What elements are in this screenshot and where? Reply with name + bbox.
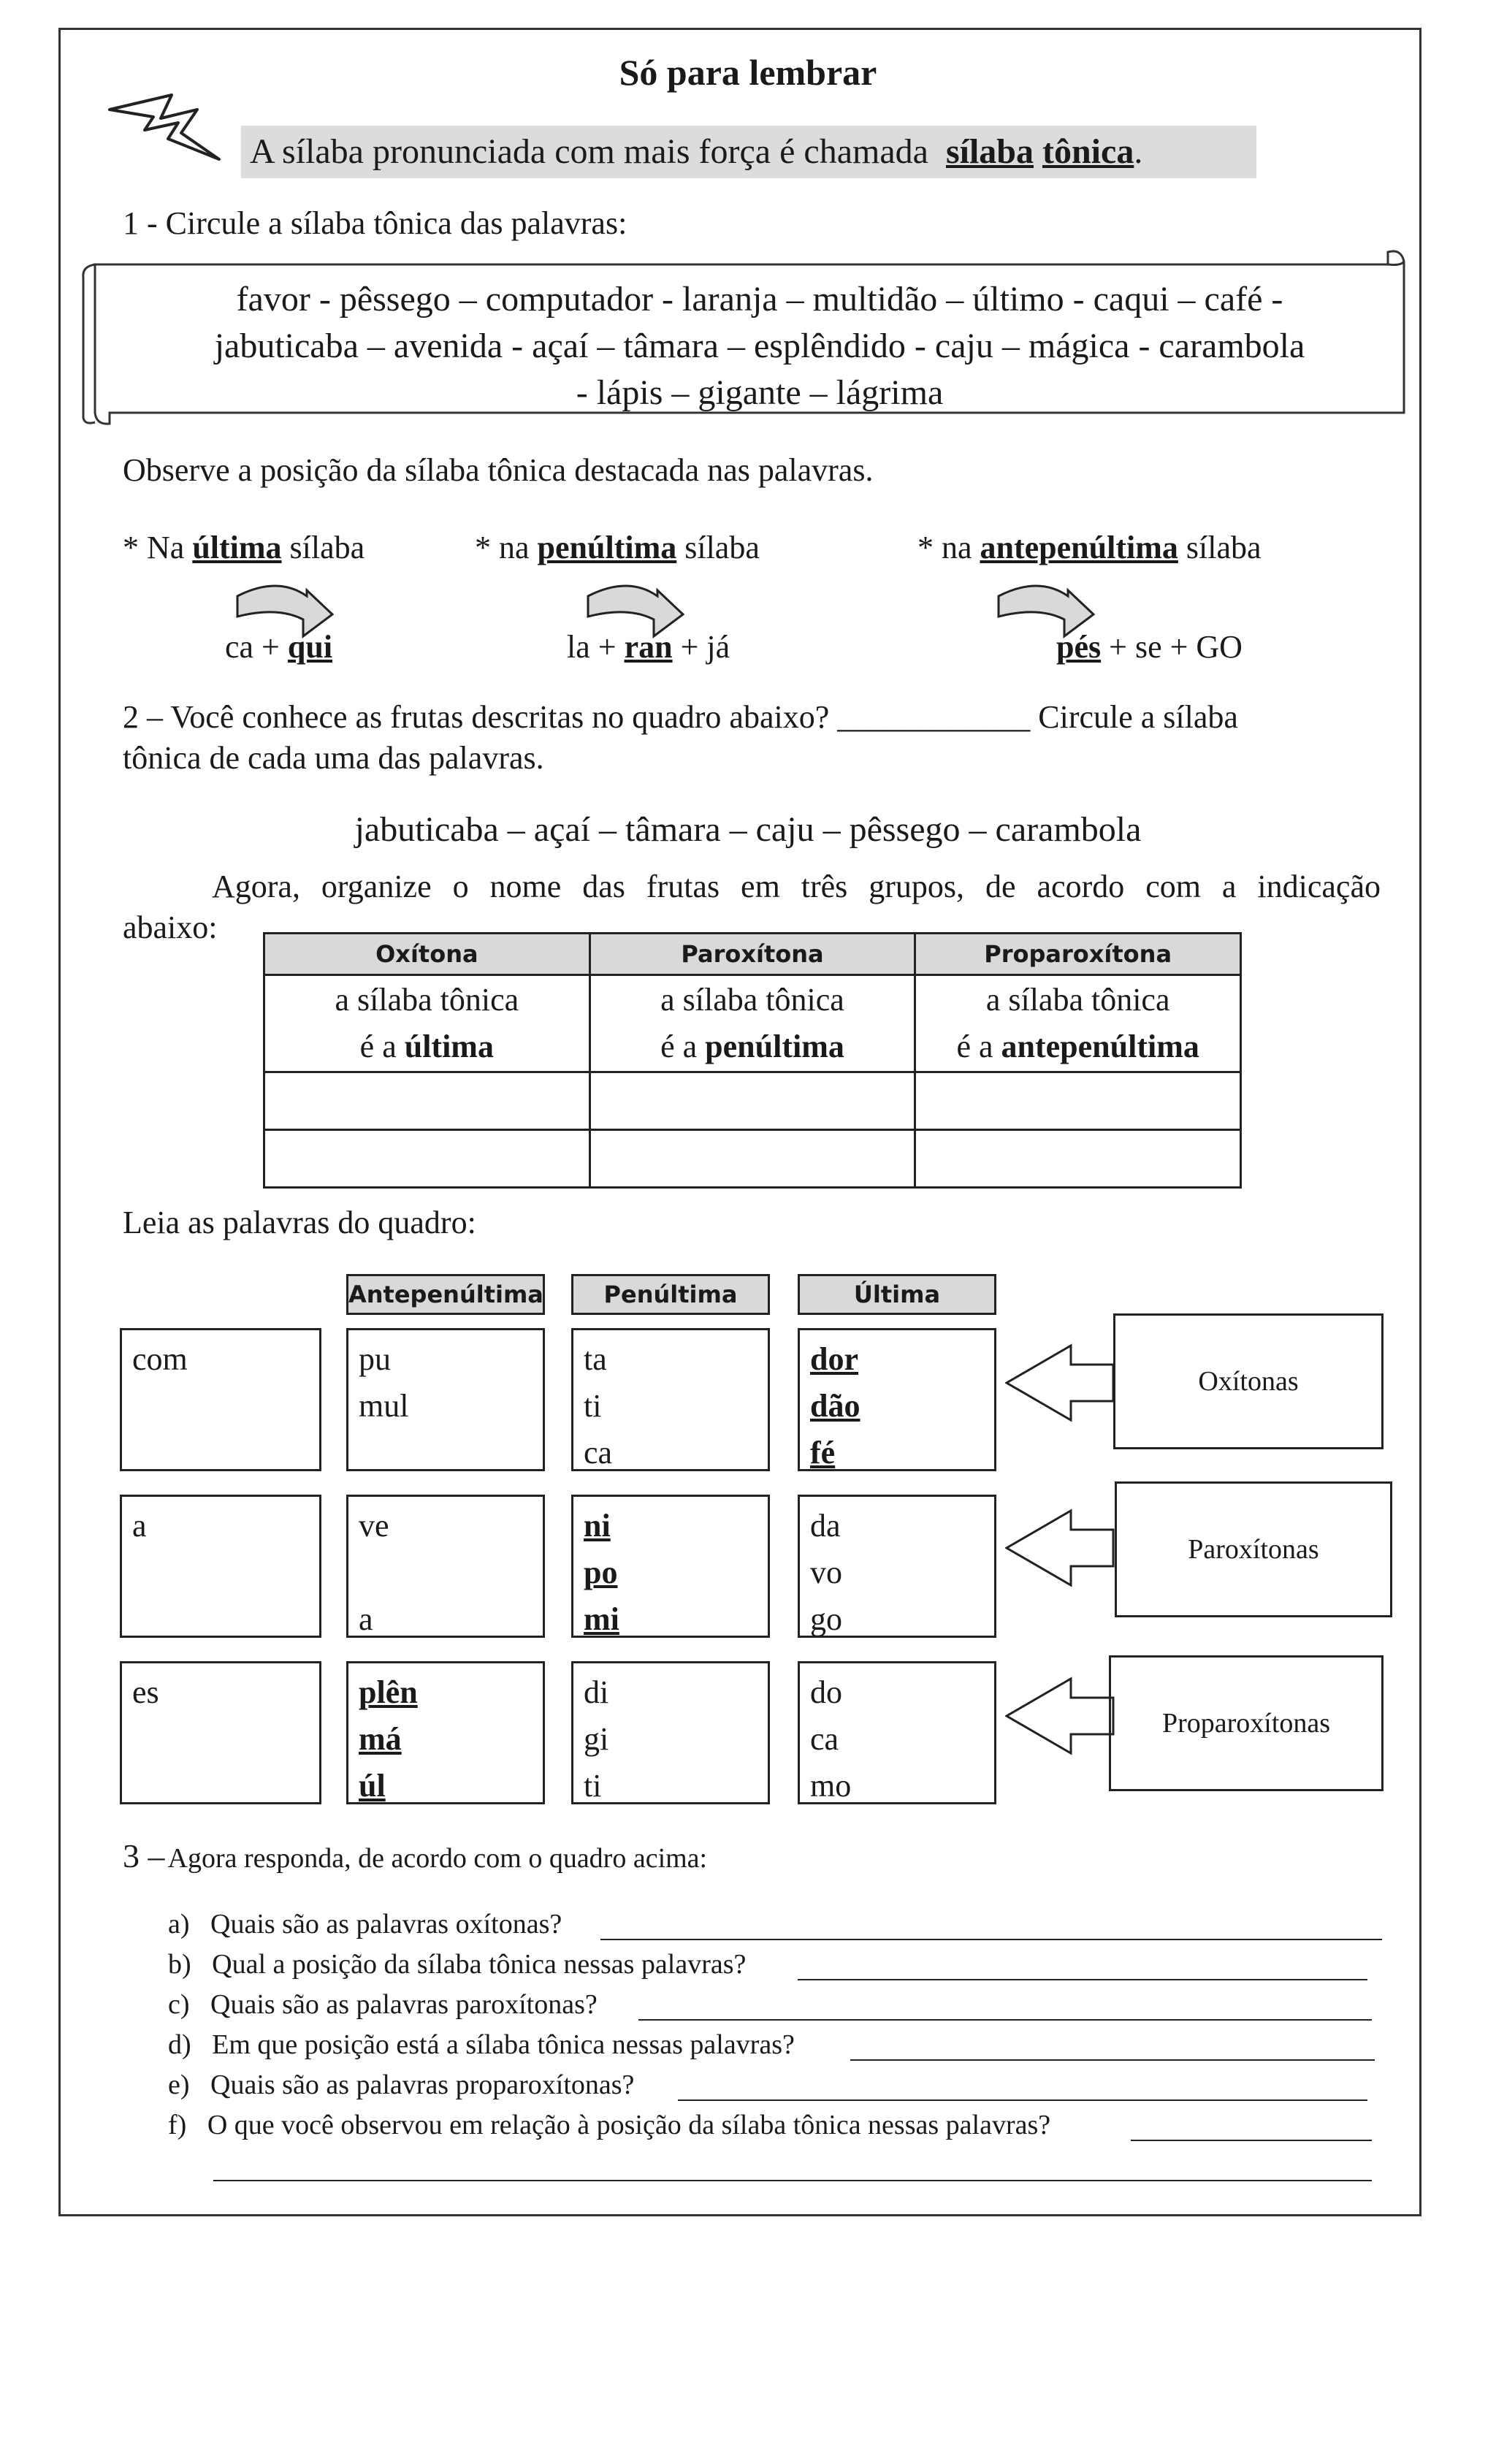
col2-pre: * na: [475, 530, 530, 565]
tonic-syllable: fé: [810, 1435, 836, 1471]
syllable: com: [132, 1341, 188, 1377]
syllable: a: [132, 1508, 147, 1544]
ex2-c: + já: [672, 629, 730, 665]
item-text: Em que posição está a sílaba tônica nessas palavras?: [212, 2029, 795, 2060]
fruit-list: jabuticaba – açaí – tâmara – caju – pêssego – carambola: [354, 810, 1142, 849]
col2-post: sílaba: [684, 530, 760, 565]
desc-oxitona: [264, 975, 590, 1072]
q1-line-2: jabuticaba – avenida - açaí – tâmara – esplêndido - caju – mágica - carambola: [214, 327, 1305, 365]
answer-cell[interactable]: [915, 1072, 1241, 1130]
syllable: di: [584, 1674, 609, 1710]
row3-ante: [346, 1661, 545, 1804]
reminder-end: .: [1134, 132, 1143, 171]
answer-line[interactable]: [1131, 2140, 1372, 2141]
row1-ult: [798, 1328, 996, 1471]
item-letter: a): [168, 1909, 190, 1939]
answer-line[interactable]: [798, 1979, 1367, 1980]
answer-cell[interactable]: [589, 1130, 915, 1188]
item-letter: f): [168, 2110, 187, 2140]
item-letter: d): [168, 2029, 191, 2060]
row2-ult: [798, 1495, 996, 1638]
q3-item-a: [168, 1908, 562, 1940]
desc-prefix: a sílaba tônica: [660, 982, 844, 1018]
classification-table: [263, 932, 1242, 1189]
item-text: O que você observou em relação à posição da sílaba tônica nessas palavras?: [207, 2110, 1051, 2140]
header-paroxitona: Paroxítona: [589, 934, 915, 975]
example-1: [225, 628, 332, 665]
syllable: mo: [810, 1768, 852, 1804]
syllable: [359, 1549, 533, 1596]
item-letter: c): [168, 1989, 190, 2020]
ex2-a: la +: [567, 629, 625, 665]
tonic-syllable: plên: [359, 1674, 418, 1710]
item-text: Quais são as palavras oxítonas?: [210, 1909, 562, 1939]
desc-position: antepenúltima: [1001, 1029, 1199, 1064]
answer-line[interactable]: [850, 2059, 1375, 2061]
header-oxitona: Oxítona: [264, 934, 590, 975]
item-text: Quais são as palavras paroxítonas?: [210, 1989, 598, 2020]
leia-text: Leia as palavras do quadro:: [123, 1205, 476, 1240]
header-penultima: Penúltima: [571, 1274, 770, 1315]
desc-position: penúltima: [705, 1029, 844, 1064]
syllable: ve: [359, 1508, 389, 1544]
ex3-c: + se + GO: [1101, 629, 1243, 665]
desc-paroxitona: [589, 975, 915, 1072]
left-arrow-icon: [1005, 1343, 1115, 1423]
organize-line-2: abaixo:: [123, 909, 218, 945]
tonic-syllable: dão: [810, 1388, 860, 1424]
row1-ante: [346, 1328, 545, 1471]
syllable: ta: [584, 1341, 607, 1377]
q3-intro: [123, 1836, 707, 1875]
col1-term: última: [192, 530, 282, 565]
q3-number: 3 –: [123, 1837, 165, 1874]
q3-item-e: [168, 2069, 634, 2101]
syllable: es: [132, 1674, 159, 1710]
row1-pre: [120, 1328, 321, 1471]
syllable: do: [810, 1674, 842, 1710]
example-3: [1056, 628, 1243, 665]
observe-col-3: [917, 529, 1262, 566]
row2-pre: [120, 1495, 321, 1638]
reminder-sentence: [241, 126, 1256, 178]
desc-prefix: a sílaba tônica: [985, 982, 1170, 1018]
syllable: ca: [584, 1435, 613, 1471]
col3-post: sílaba: [1186, 530, 1262, 565]
tonic-syllable: dor: [810, 1341, 858, 1377]
desc-mid: é a: [359, 1029, 397, 1064]
row2-pen: [571, 1495, 770, 1638]
syllable: mul: [359, 1388, 409, 1424]
lightning-icon: [102, 88, 226, 168]
item-letter: b): [168, 1949, 191, 1980]
desc-mid: é a: [660, 1029, 698, 1064]
desc-position: última: [404, 1029, 494, 1064]
syllable: ca: [810, 1721, 839, 1757]
page-title: Só para lembrar: [619, 52, 877, 93]
row1-pen: [571, 1328, 770, 1471]
header-proparoxitona: Proparoxítona: [915, 934, 1241, 975]
col1-post: sílaba: [289, 530, 365, 565]
syllable: pu: [359, 1341, 391, 1377]
syllable: ti: [584, 1388, 602, 1424]
q2-line-1: 2 – Você conhece as frutas descritas no quadro abaixo? ____________ Circule a sílaba: [123, 699, 1238, 735]
row3-pen: [571, 1661, 770, 1804]
label-proparoxitonas: Proparoxítonas: [1109, 1655, 1384, 1791]
q3-item-d: [168, 2029, 795, 2061]
answer-cell[interactable]: [589, 1072, 915, 1130]
item-text: Qual a posição da sílaba tônica nessas palavras?: [212, 1949, 747, 1980]
reminder-term-1: sílaba: [945, 132, 1034, 171]
row3-pre: [120, 1661, 321, 1804]
q2-line-2: tônica de cada uma das palavras.: [123, 740, 544, 776]
answer-line[interactable]: [600, 1939, 1382, 1940]
ex1-a: ca +: [225, 629, 288, 665]
ex2-b: ran: [624, 629, 673, 665]
header-antepenultima: Antepenúltima: [346, 1274, 545, 1315]
answer-cell[interactable]: [264, 1072, 590, 1130]
q1-instruction: 1 - Circule a sílaba tônica das palavras:: [123, 205, 627, 241]
reminder-prefix: A sílaba pronunciada com mais força é chamada: [250, 132, 928, 171]
answer-line[interactable]: [213, 2180, 1372, 2181]
example-2: [567, 628, 730, 665]
observe-col-1: [123, 529, 365, 566]
q1-line-1: favor - pêssego – computador - laranja – multidão – último - caqui – café -: [236, 280, 1283, 319]
tonic-syllable: mi: [584, 1601, 619, 1637]
desc-proparoxitona: [915, 975, 1241, 1072]
answer-cell[interactable]: [915, 1130, 1241, 1188]
syllable: a: [359, 1601, 373, 1637]
q3-item-f: [168, 2109, 1050, 2141]
syllable: da: [810, 1508, 841, 1544]
col1-pre: * Na: [123, 530, 185, 565]
tonic-syllable: má: [359, 1721, 402, 1757]
q3-intro-text: Agora responda, de acordo com o quadro acima:: [167, 1843, 708, 1874]
ex3-b: pés: [1056, 629, 1102, 665]
syllable: vo: [810, 1555, 842, 1590]
q1-word-list: [110, 276, 1410, 416]
col3-term: antepenúltima: [980, 530, 1178, 565]
left-arrow-icon: [1005, 1676, 1115, 1756]
item-text: Quais são as palavras proparoxítonas?: [210, 2070, 635, 2100]
tonic-syllable: po: [584, 1555, 618, 1590]
observe-text: Observe a posição da sílaba tônica destacada nas palavras.: [123, 452, 874, 488]
row2-ante: [346, 1495, 545, 1638]
col3-pre: * na: [917, 530, 972, 565]
desc-mid: é a: [956, 1029, 993, 1064]
label-paroxitonas: Paroxítonas: [1115, 1481, 1392, 1617]
desc-prefix: a sílaba tônica: [335, 982, 519, 1018]
organize-line-1: Agora, organize o nome das frutas em três grupos, de acordo com a indicação: [212, 869, 1381, 904]
syllable: gi: [584, 1721, 609, 1757]
col2-term: penúltima: [537, 530, 677, 565]
ex1-b: qui: [287, 629, 333, 665]
syllable: ti: [584, 1768, 602, 1804]
item-letter: e): [168, 2070, 190, 2100]
observe-col-2: [475, 529, 760, 566]
q3-item-b: [168, 1948, 746, 1980]
reminder-term-2: tônica: [1042, 132, 1134, 171]
left-arrow-icon: [1005, 1508, 1115, 1588]
syllable: go: [810, 1601, 842, 1637]
row3-ult: [798, 1661, 996, 1804]
label-oxitonas: Oxítonas: [1113, 1313, 1384, 1449]
header-ultima: Última: [798, 1274, 996, 1315]
q1-line-3: - lápis – gigante – lágrima: [576, 373, 944, 412]
answer-line[interactable]: [678, 2099, 1367, 2101]
tonic-syllable: úl: [359, 1768, 386, 1804]
answer-line[interactable]: [638, 2019, 1372, 2021]
tonic-syllable: ni: [584, 1508, 611, 1544]
answer-cell[interactable]: [264, 1130, 590, 1188]
q3-item-c: [168, 1988, 598, 2021]
